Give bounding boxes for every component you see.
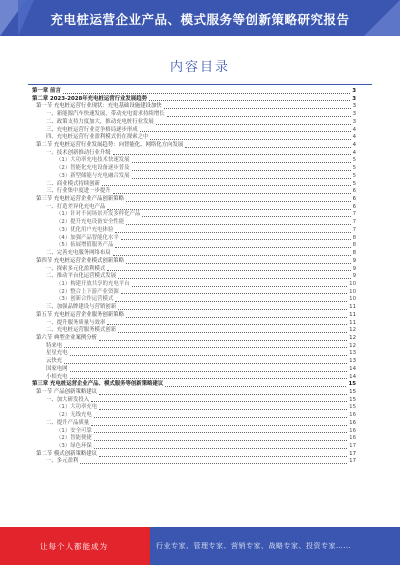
toc-page-number: 14 <box>349 373 356 380</box>
toc-page-number: 9 <box>352 257 356 264</box>
table-of-contents <box>32 88 356 466</box>
toc-page-number: 7 <box>352 226 356 233</box>
toc-page-number: 11 <box>349 311 356 318</box>
toc-leader-dots <box>118 309 347 310</box>
toc-page-number: 16 <box>349 427 356 434</box>
report-title: 充电桩运营企业产品、模式服务等创新策略研究报告 <box>50 12 350 27</box>
toc-entry-title: 第一节 产品创新策略建议 <box>36 389 98 396</box>
toc-page-number: 6 <box>352 188 356 195</box>
toc-leader-dots <box>107 209 350 210</box>
header-banner <box>0 0 400 36</box>
toc-page-number: 17 <box>349 443 356 450</box>
toc-page-number: 3 <box>352 87 356 94</box>
toc-leader-dots <box>126 201 351 202</box>
toc-entry-title: 第一章 前言 <box>32 87 61 94</box>
toc-page-number: 9 <box>352 273 356 280</box>
toc-entry-title: 二、完善充电服务网络布局 <box>46 250 111 257</box>
toc-page-number: 7 <box>352 219 356 226</box>
toc-entry-title: 二、提升产品质量 <box>46 419 90 426</box>
toc-entry-title: （3）新型储能与充电融合发展 <box>56 172 130 179</box>
toc-page-number: 3 <box>352 103 356 110</box>
toc-entry[interactable] <box>32 350 356 358</box>
toc-entry[interactable] <box>32 443 356 451</box>
toc-entry[interactable] <box>32 412 356 420</box>
toc-page-number: 3 <box>352 118 356 125</box>
toc-entry[interactable] <box>32 343 356 351</box>
toc-page-number: 8 <box>352 234 356 241</box>
toc-page-number: 15 <box>348 381 356 388</box>
toc-leader-dots <box>121 239 351 240</box>
toc-page-number: 11 <box>349 304 356 311</box>
toc-entry-title: 第五节 充电桩运营企业服务创新策略 <box>36 311 124 318</box>
toc-entry-title: 第二章 2023-2028年充电桩运营行业发展趋势 <box>32 95 147 102</box>
toc-leader-dots <box>185 147 350 148</box>
toc-entry-title: 第三节 充电桩运营企业产品创新策略 <box>36 196 124 203</box>
toc-page-number: 10 <box>349 280 356 287</box>
toc-leader-dots <box>140 131 351 132</box>
toc-entry[interactable] <box>32 142 356 150</box>
toc-entry[interactable] <box>32 242 356 250</box>
toc-entry[interactable] <box>32 111 356 119</box>
toc-entry-title: （3）创新合作运营模式 <box>56 296 114 303</box>
toc-entry-title: （3）绿色环保 <box>56 443 92 450</box>
toc-page-number: 12 <box>349 327 356 334</box>
toc-leader-dots <box>80 463 347 464</box>
toc-page-number: 5 <box>352 180 356 187</box>
toc-heading: 内容目录 <box>169 60 230 75</box>
toc-leader-dots <box>63 93 350 94</box>
toc-entry-title: 第二节 充电桩运营行业发展趋势：向智能化、网络化方向发展 <box>36 142 184 149</box>
toc-leader-dots <box>126 263 351 264</box>
toc-entry-title: 一、提升服务质量与效率 <box>46 319 106 326</box>
toc-entry-title: 一、打造差异化充电产品 <box>46 203 106 210</box>
toc-entry[interactable] <box>32 281 356 289</box>
toc-entry-title: 四、充电桩运营行业盈利模式仍在探索之中 <box>46 134 149 141</box>
toc-leader-dots <box>113 154 351 155</box>
toc-leader-dots <box>132 162 351 163</box>
toc-page-number: 3 <box>352 95 356 102</box>
toc-entry-title: （1）构建开放共享的充电平台 <box>56 280 130 287</box>
toc-leader-dots <box>156 124 351 125</box>
toc-page-number: 8 <box>352 242 356 249</box>
toc-entry[interactable] <box>32 227 356 235</box>
toc-entry-title: 第四节 充电桩运营企业模式创新策略 <box>36 257 124 264</box>
toc-leader-dots <box>91 401 347 402</box>
toc-entry-title: （4）加强产品智能化水平 <box>56 234 119 241</box>
toc-entry-title: 二、政策支持力度加大，推动充电桩行业发展 <box>46 118 154 125</box>
toc-page-number: 15 <box>349 389 356 396</box>
toc-entry-title: 三、行业集中度进一步提升 <box>46 188 111 195</box>
toc-page-number: 16 <box>349 412 356 419</box>
toc-page-number: 8 <box>352 250 356 257</box>
toc-page-number: 9 <box>352 265 356 272</box>
toc-leader-dots <box>167 116 351 117</box>
toc-leader-dots <box>64 363 347 364</box>
toc-entry-title: 二、推动平台化运营模式发展 <box>46 273 117 280</box>
toc-page-number: 7 <box>352 211 356 218</box>
toc-leader-dots <box>91 425 347 426</box>
toc-entry-title: 二、充电桩运营服务模式创新 <box>46 327 117 334</box>
toc-leader-dots <box>70 371 348 372</box>
toc-page-number: 5 <box>352 165 356 172</box>
toc-entry[interactable] <box>32 88 356 96</box>
footer-slogan: 让每个人都能成为 <box>0 527 150 565</box>
toc-entry-title: 一、加大研发投入 <box>46 396 90 403</box>
toc-entry-title: （1）大功率充电 <box>56 404 98 411</box>
toc-entry-title: （2）无线充电 <box>56 412 92 419</box>
toc-leader-dots <box>126 317 347 318</box>
toc-entry-title: （1）针对不同场景开发多样化产品 <box>56 211 141 218</box>
toc-leader-dots <box>94 432 347 433</box>
toc-entry[interactable] <box>32 327 356 335</box>
toc-entry[interactable] <box>32 258 356 266</box>
toc-leader-dots <box>132 170 351 171</box>
toc-page-number: 17 <box>349 458 356 465</box>
toc-leader-dots <box>115 232 350 233</box>
toc-entry-title: 小桔充电 <box>46 373 68 380</box>
toc-leader-dots <box>70 355 348 356</box>
toc-entry[interactable] <box>32 296 356 304</box>
toc-entry-title: （1）大功率充电技术快速发展 <box>56 157 130 164</box>
toc-page-number: 6 <box>352 203 356 210</box>
toc-leader-dots <box>107 324 347 325</box>
toc-page-number: 4 <box>352 134 356 141</box>
toc-leader-dots <box>118 332 347 333</box>
toc-page-number: 12 <box>349 342 356 349</box>
toc-leader-dots <box>118 278 350 279</box>
toc-entry[interactable] <box>32 335 356 343</box>
toc-leader-dots <box>132 286 348 287</box>
toc-leader-dots <box>115 301 347 302</box>
toc-entry[interactable] <box>32 134 356 142</box>
toc-page-number: 5 <box>352 157 356 164</box>
toc-entry[interactable] <box>32 389 356 397</box>
toc-entry-title: （1）安全可靠 <box>56 427 92 434</box>
footer-banner <box>0 527 400 565</box>
toc-entry-title: （3）优化用户充电体验 <box>56 226 114 233</box>
toc-leader-dots <box>94 417 347 418</box>
toc-entry[interactable] <box>32 304 356 312</box>
toc-page-number: 6 <box>352 196 356 203</box>
toc-leader-dots <box>99 394 347 395</box>
toc-page-number: 13 <box>349 350 356 357</box>
toc-leader-dots <box>99 409 347 410</box>
toc-leader-dots <box>99 456 347 457</box>
toc-leader-dots <box>107 270 350 271</box>
toc-leader-dots <box>142 216 350 217</box>
toc-entry-title: 星星充电 <box>46 350 68 357</box>
toc-leader-dots <box>150 139 350 140</box>
toc-leader-dots <box>70 378 348 379</box>
toc-page-number: 10 <box>349 288 356 295</box>
toc-leader-dots <box>113 193 351 194</box>
toc-leader-dots <box>164 108 351 109</box>
toc-entry[interactable] <box>32 165 356 173</box>
toc-leader-dots <box>64 347 347 348</box>
toc-page-number: 4 <box>352 142 356 149</box>
toc-leader-dots <box>165 386 346 387</box>
toc-entry[interactable] <box>32 420 356 428</box>
toc-leader-dots <box>94 448 347 449</box>
toc-leader-dots <box>113 255 351 256</box>
toc-entry[interactable] <box>32 219 356 227</box>
toc-page-number: 5 <box>352 172 356 179</box>
toc-page-number: 4 <box>352 149 356 156</box>
toc-entry-title: 国家电网 <box>46 365 68 372</box>
toc-page-number: 10 <box>349 296 356 303</box>
toc-entry-title: （5）拓展增值服务产品 <box>56 242 114 249</box>
toc-page-number: 14 <box>349 365 356 372</box>
toc-entry-title: 云快充 <box>46 358 63 365</box>
toc-entry[interactable] <box>32 459 356 467</box>
toc-entry[interactable] <box>32 196 356 204</box>
toc-entry[interactable] <box>32 358 356 366</box>
toc-leader-dots <box>115 247 350 248</box>
toc-entry[interactable] <box>32 366 356 374</box>
toc-entry[interactable] <box>32 103 356 111</box>
toc-leader-dots <box>149 100 350 101</box>
toc-entry-title: 第三章 充电桩运营企业产品、模式服务等创新策略建议 <box>32 381 164 388</box>
toc-entry[interactable] <box>32 188 356 196</box>
toc-entry-title: 第一节 充电桩运营行业现状：充电基础设施建设加快 <box>36 103 162 110</box>
toc-page-number: 13 <box>349 358 356 365</box>
toc-page-number: 15 <box>349 396 356 403</box>
toc-leader-dots <box>132 178 351 179</box>
toc-entry-title: 三、加强品牌建设与营销创新 <box>46 304 117 311</box>
toc-page-number: 17 <box>349 450 356 457</box>
toc-entry[interactable] <box>32 173 356 181</box>
toc-leader-dots <box>94 440 347 441</box>
toc-entry-title: 一、技术创新推动行业升级 <box>46 149 111 156</box>
toc-page-number: 16 <box>349 435 356 442</box>
toc-page-number: 3 <box>352 111 356 118</box>
toc-entry-title: （2）智能便捷 <box>56 435 92 442</box>
toc-leader-dots <box>121 293 347 294</box>
toc-page-number: 12 <box>349 334 356 341</box>
toc-entry-title: 一、新能源汽车快速发展，带动充电需求持续增长 <box>46 111 165 118</box>
toc-page-number: 11 <box>349 319 356 326</box>
toc-entry[interactable] <box>32 381 356 389</box>
toc-entry-title: （2）整合上下游产业资源 <box>56 288 119 295</box>
toc-entry[interactable] <box>32 250 356 258</box>
toc-page-number: 4 <box>352 126 356 133</box>
toc-entry-title: 二、商业模式持续创新 <box>46 180 100 187</box>
toc-entry-title: 一、多元盈利 <box>46 458 79 465</box>
toc-entry-title: 第二节 模式创新策略建议 <box>36 450 98 457</box>
toc-entry[interactable] <box>32 451 356 459</box>
toc-entry-title: 特来电 <box>46 342 63 349</box>
toc-leader-dots <box>99 340 347 341</box>
toc-entry[interactable] <box>32 273 356 281</box>
toc-page-number: 16 <box>349 419 356 426</box>
toc-page-number: 15 <box>349 404 356 411</box>
toc-entry[interactable] <box>32 435 356 443</box>
toc-entry-title: 三、充电桩运营行业竞争格局逐步形成 <box>46 126 138 133</box>
toc-entry-title: （2）智能化充电设备逐步普及 <box>56 165 130 172</box>
toc-entry[interactable] <box>32 312 356 320</box>
toc-entry-title: 一、探索多元化盈利模式 <box>46 265 106 272</box>
footer-tagline: 行业专家、管理专家、营销专家、战略专家、投资专家…… <box>150 527 400 565</box>
toc-entry-title: （2）提升充电设备安全性能 <box>56 219 125 226</box>
toc-entry[interactable] <box>32 119 356 127</box>
toc-leader-dots <box>126 224 350 225</box>
toc-divider <box>28 84 372 85</box>
toc-entry-title: 第六节 典型企业案例分析 <box>36 334 98 341</box>
toc-leader-dots <box>102 185 351 186</box>
